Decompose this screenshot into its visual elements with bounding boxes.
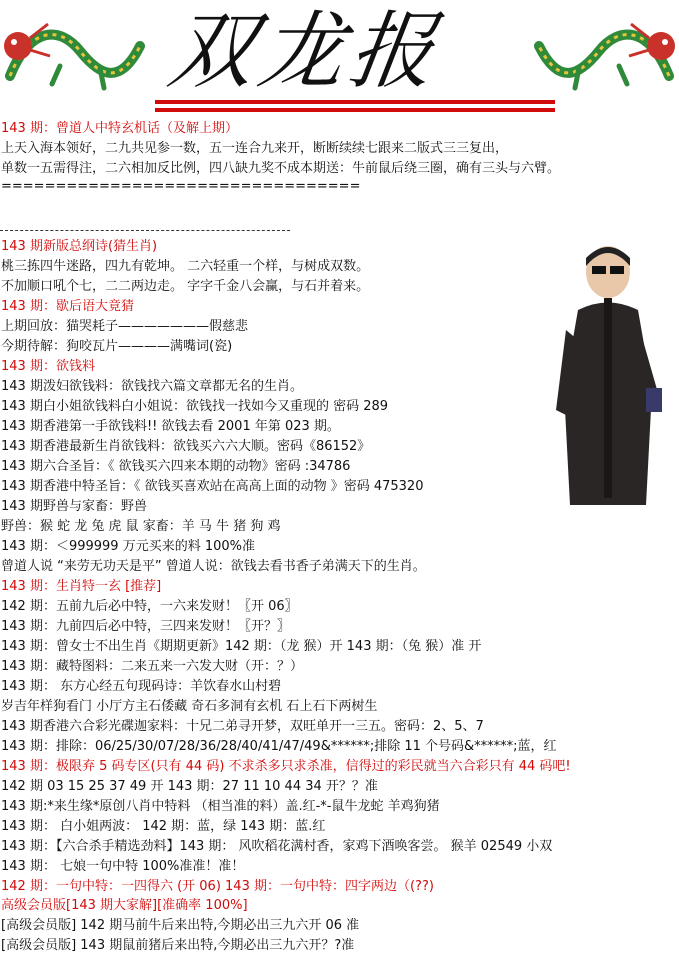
text-line: 单数一五需得注，二六相加反比例，四八缺九奖不成本期送：牛前鼠后绕三圈，确有三头与六臂。 (1, 161, 561, 176)
section-heading: 143 期新版总纲诗(猜生肖) (1, 239, 158, 254)
section-heading: 143 期：歇后语大竟猜 (1, 299, 134, 314)
text-line: 143 期：曾女士不出生肖《期期更新》142 期：（龙 猴）开 143 期：（兔 猴）准 开 (1, 639, 482, 654)
text-line: 野兽：猴 蛇 龙 兔 虎 鼠 家畜：羊 马 牛 猪 狗 鸡 (1, 519, 281, 534)
text-line: [高级会员版] 143 期鼠前猪后来出特,今期必出三九六开？?准 (1, 938, 355, 953)
dragon-right-icon (529, 6, 679, 106)
title-underline-top (155, 100, 555, 104)
text-line: 143 期:*来生缘*原创八肖中特料 （相当准的料）盖.红-*-鼠牛龙蛇 羊鸡狗猪 (1, 799, 440, 814)
person-photo-icon (548, 240, 678, 510)
section-heading: 143 期：极限弃 5 码专区(只有 44 码) 不求杀多只求杀准，信得过的彩民就当六合彩只有 44 码吧! (1, 759, 571, 774)
text-line: 143 期：排除：06/25/30/07/28/36/28/40/41/47/49&******;排除 11 个号码&******;蓝，红 (1, 739, 557, 754)
newspaper-title: 双龙报 (163, 2, 447, 100)
text-line: 143 期： 七娘一句中特 100%准准！准！ (1, 859, 245, 874)
text-line: 今期待解：狗咬瓦片————满嘴词(瓷) (1, 339, 233, 354)
section-heading: 143 期：曾道人中特玄机话（及解上期） (1, 121, 238, 136)
text-line: 143 期香港第一手欲钱料!! 欲钱去看 2001 年第 023 期。 (1, 419, 340, 434)
text-line: 上天入海本领好，二九共见参一数，五一连合九来开，断断续续七跟来二版式三三复出， (1, 141, 509, 156)
masthead (0, 0, 679, 118)
section-heading: 143 期：欲钱料 (1, 359, 95, 374)
text-line: 岁吉年样狗看门 小厅方主石倭藏 奇石多洞有玄机 石上石下两树生 (1, 699, 378, 714)
text-line: 桃三拣四牛迷路，四九有乾坤。 二六轻重一个样，与树成双数。 (1, 259, 370, 274)
text-line: 上期回放：猫哭耗子———————假慈悲 (1, 319, 249, 334)
text-line: 143 期：藏特图料：二来五来一六发大财（开：？） (1, 659, 303, 674)
text-line: 142 期：五前九后必中特，一六来发财！〖开 06〗 (1, 599, 298, 614)
section-heading: 142 期：一句中特：一四得六 (开 06) 143 期：一句中特：四字两边（(??) (1, 879, 434, 894)
text-line: 143 期： 东方心经五句现码诗：羊饮春水山村碧 (1, 679, 282, 694)
title-underline-bottom (155, 108, 555, 112)
text-line: 143 期：【六合杀手精选劲料】143 期： 风吹稻花满村香，家鸡下酒唤客尝。 猴羊 02549 小双 (1, 839, 553, 854)
text-line: [高级会员版] 142 期马前牛后来出特,今期必出三九六开 06 准 (1, 918, 360, 933)
dragon-left-icon (0, 6, 150, 106)
text-line: 143 期香港六合彩光碟迦家料：十兄二弟寻开梦，双旺单开一三五。密码：2、5、7 (1, 719, 484, 734)
text-line: 曾道人说 “来劳无功天是平” 曾道人说：欲钱去看书香子弟满天下的生肖。 (1, 559, 426, 574)
text-line: 143 期：九前四后必中特，三四来发财！〖开？〗 (1, 619, 290, 634)
text-line: 143 期白小姐欲钱料白小姐说：欲钱找一找如今又重现的 密码 289 (1, 399, 389, 414)
section-heading: 143 期：生肖特一玄 [推荐] (1, 579, 162, 594)
text-line: 142 期 03 15 25 37 49 开 143 期：27 11 10 44 34 开？？准 (1, 779, 378, 794)
separator-text: ================================= (1, 179, 361, 194)
text-line: 143 期： 白小姐两波： 142 期：蓝，绿 143 期：蓝.红 (1, 819, 326, 834)
section-heading: 高级会员版[143 期大家解][准确率 100%] (1, 898, 248, 913)
text-line: 不加顺口吼个七，二二两边走。 字字千金八会赢，与石并着来。 (1, 279, 370, 294)
text-line: 143 期野兽与家畜：野兽 (1, 499, 147, 514)
text-line: 143 期香港中特圣旨：《 欲钱买喜欢站在高高上面的动物 》密码 475320 (1, 479, 424, 494)
text-line: 143 期六合圣旨：《 欲钱买六四来本期的动物》密码 :34786 (1, 459, 351, 474)
text-line: 143 期：＜999999 万元买来的料 100%准 (1, 539, 256, 554)
text-line: 143 期香港最新生肖欲钱料：欲钱买六六大顺。密码《86152》 (1, 439, 371, 454)
text-line: 143 期泼妇欲钱料：欲钱找六篇文章都无名的生肖。 (1, 379, 303, 394)
separator-line (0, 230, 290, 231)
